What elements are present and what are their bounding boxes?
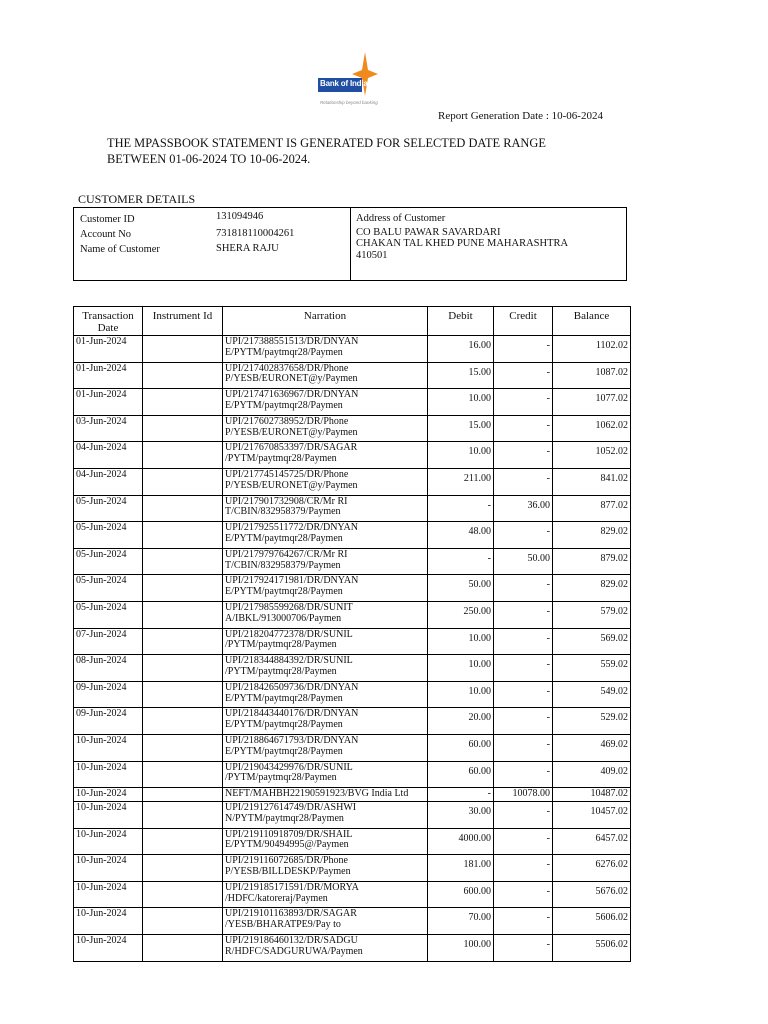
cell-date: 10-Jun-2024 [74, 881, 143, 908]
narration-line-1: UPI/219043429976/DR/SUNIL [225, 761, 353, 773]
table-row [74, 575, 631, 602]
cell-credit: - [494, 734, 553, 761]
narration-line-2: T/CBIN/832958379/Paymen [225, 506, 341, 518]
narration-line-1: UPI/219186460132/DR/SADGU [225, 935, 358, 947]
cell-credit: 36.00 [494, 495, 553, 522]
cell-narration [223, 522, 428, 549]
logo-wordmark-box [318, 78, 368, 92]
customer-name-label: Name of Customer [80, 244, 160, 255]
table-row [74, 415, 631, 442]
cell-instrument-id [143, 881, 223, 908]
cell-narration [223, 761, 428, 788]
cell-date: 05-Jun-2024 [74, 548, 143, 575]
narration-line-2: P/YESB/BILLDESKP/Paymen [225, 866, 351, 878]
narration-line-2: E/PYTM/paytmqr28/Paymen [225, 346, 343, 358]
table-row [74, 788, 631, 802]
cell-instrument-id [143, 601, 223, 628]
narration-line-2: /PYTM/paytmqr28/Paymen [225, 772, 337, 784]
cell-debit: 10.00 [428, 628, 494, 655]
narration-line-1: UPI/218344884392/DR/SUNIL [225, 655, 353, 667]
cell-credit: - [494, 828, 553, 855]
cell-date: 01-Jun-2024 [74, 336, 143, 363]
cell-balance: 6457.02 [553, 828, 631, 855]
cell-credit: - [494, 628, 553, 655]
report-generation-date: Report Generation Date : 10-06-2024 [438, 110, 603, 122]
cell-instrument-id [143, 681, 223, 708]
address-line-2: CHAKAN TAL KHED PUNE MAHARASHTRA [356, 238, 569, 249]
table-row [74, 655, 631, 682]
narration-line-2: T/CBIN/832958379/Paymen [225, 559, 341, 571]
cell-date: 09-Jun-2024 [74, 681, 143, 708]
cell-credit: - [494, 601, 553, 628]
cell-date: 10-Jun-2024 [74, 734, 143, 761]
table-row [74, 468, 631, 495]
cell-instrument-id [143, 415, 223, 442]
narration-line-2: /PYTM/paytmqr28/Paymen [225, 639, 337, 651]
cell-credit: 10078.00 [494, 788, 553, 802]
cell-debit: 4000.00 [428, 828, 494, 855]
account-no-value: 731818110004261 [216, 228, 295, 239]
statement-heading: THE MPASSBOOK STATEMENT IS GENERATED FOR SELECTED DATE RANGE BETWEEN 01-06-2024 TO 10-06-2024. [107, 136, 546, 166]
narration-line-1: UPI/218426509736/DR/DNYAN [225, 681, 359, 693]
narration-line-1: UPI/217925511772/DR/DNYAN [225, 522, 358, 534]
cell-credit: - [494, 468, 553, 495]
cell-balance: 1102.02 [553, 336, 631, 363]
cell-credit: - [494, 575, 553, 602]
narration-line-1: UPI/218204772378/DR/SUNIL [225, 628, 353, 640]
cell-date: 04-Jun-2024 [74, 442, 143, 469]
cell-date: 09-Jun-2024 [74, 708, 143, 735]
narration-line-2: E/PYTM/paytmqr28/Paymen [225, 532, 343, 544]
cell-balance: 6276.02 [553, 855, 631, 882]
header-narration: Narration [223, 307, 428, 336]
cell-instrument-id [143, 575, 223, 602]
cell-instrument-id [143, 548, 223, 575]
cell-instrument-id [143, 708, 223, 735]
cell-narration [223, 881, 428, 908]
cell-date: 10-Jun-2024 [74, 788, 143, 802]
cell-credit: - [494, 362, 553, 389]
narration-line-1: UPI/217402837658/DR/Phone [225, 362, 349, 374]
cell-instrument-id [143, 855, 223, 882]
cell-balance: 559.02 [553, 655, 631, 682]
table-row [74, 442, 631, 469]
logo-wordmark: Bank of India [320, 79, 368, 88]
cell-balance: 1087.02 [553, 362, 631, 389]
narration-line-1: UPI/217388551513/DR/DNYAN [225, 336, 359, 347]
customer-details-title: CUSTOMER DETAILS [78, 192, 196, 206]
cell-credit: - [494, 389, 553, 416]
cell-balance: 1062.02 [553, 415, 631, 442]
cell-debit: 15.00 [428, 362, 494, 389]
customer-id-label: Customer ID [80, 214, 135, 225]
cell-debit: - [428, 788, 494, 802]
cell-debit: 600.00 [428, 881, 494, 908]
cell-date: 05-Jun-2024 [74, 575, 143, 602]
narration-line-1: UPI/219110918709/DR/SHAIL [225, 828, 353, 840]
header-transaction-date: Transaction Date [74, 307, 143, 336]
narration-line-1: UPI/217745145725/DR/Phone [225, 468, 349, 480]
cell-instrument-id [143, 935, 223, 962]
cell-instrument-id [143, 442, 223, 469]
cell-credit: - [494, 708, 553, 735]
cell-instrument-id [143, 389, 223, 416]
cell-debit: 50.00 [428, 575, 494, 602]
account-no-row [80, 228, 294, 239]
cell-balance: 409.02 [553, 761, 631, 788]
transactions-body [74, 336, 631, 962]
cell-debit: 10.00 [428, 681, 494, 708]
table-header-row [74, 307, 631, 336]
cell-balance: 1052.02 [553, 442, 631, 469]
narration-line-2: E/PYTM/paytmqr28/Paymen [225, 692, 343, 704]
cell-balance: 549.02 [553, 681, 631, 708]
cell-credit: - [494, 855, 553, 882]
cell-balance: 829.02 [553, 575, 631, 602]
cell-date: 03-Jun-2024 [74, 415, 143, 442]
customer-details-box [73, 207, 627, 281]
cell-narration [223, 415, 428, 442]
cell-narration [223, 362, 428, 389]
table-row [74, 336, 631, 363]
cell-date: 05-Jun-2024 [74, 495, 143, 522]
cell-balance: 5606.02 [553, 908, 631, 935]
cell-instrument-id [143, 522, 223, 549]
cell-instrument-id [143, 468, 223, 495]
cell-narration [223, 708, 428, 735]
address-line-3: 410501 [356, 249, 388, 261]
table-row [74, 628, 631, 655]
cell-date: 10-Jun-2024 [74, 761, 143, 788]
cell-debit: 70.00 [428, 908, 494, 935]
cell-date: 10-Jun-2024 [74, 828, 143, 855]
narration-line-2: A/IBKL/913000706/Paymen [225, 612, 342, 624]
cell-date: 10-Jun-2024 [74, 935, 143, 962]
cell-narration [223, 935, 428, 962]
cell-debit: 60.00 [428, 734, 494, 761]
cell-narration [223, 855, 428, 882]
header-credit: Credit [494, 307, 553, 336]
table-row [74, 881, 631, 908]
cell-credit: - [494, 336, 553, 363]
cell-balance: 877.02 [553, 495, 631, 522]
cell-date: 10-Jun-2024 [74, 908, 143, 935]
table-row [74, 522, 631, 549]
cell-debit: - [428, 548, 494, 575]
cell-credit: - [494, 655, 553, 682]
cell-instrument-id [143, 802, 223, 829]
cell-narration [223, 442, 428, 469]
table-row [74, 734, 631, 761]
cell-credit: - [494, 935, 553, 962]
cell-date: 07-Jun-2024 [74, 628, 143, 655]
cell-debit: 100.00 [428, 935, 494, 962]
table-row [74, 495, 631, 522]
cell-balance: 529.02 [553, 708, 631, 735]
narration-line-1: UPI/219116072685/DR/Phone [225, 855, 348, 867]
cell-debit: 48.00 [428, 522, 494, 549]
narration-line-1: NEFT/MAHBH22190591923/BVG India Ltd [225, 788, 409, 800]
narration-line-2: E/PYTM/paytmqr28/Paymen [225, 745, 343, 757]
cell-instrument-id [143, 734, 223, 761]
header-debit: Debit [428, 307, 494, 336]
cell-narration [223, 495, 428, 522]
cell-instrument-id [143, 908, 223, 935]
narration-line-2: /PYTM/paytmqr28/Paymen [225, 453, 337, 465]
table-row [74, 908, 631, 935]
cell-date: 05-Jun-2024 [74, 522, 143, 549]
customer-address-panel [356, 213, 568, 261]
cell-instrument-id [143, 336, 223, 363]
table-row [74, 935, 631, 962]
cell-debit: 181.00 [428, 855, 494, 882]
narration-line-2: R/HDFC/SADGURUWA/Paymen [225, 945, 363, 957]
narration-line-1: UPI/217985599268/DR/SUNIT [225, 601, 353, 613]
cell-balance: 569.02 [553, 628, 631, 655]
cell-debit: 20.00 [428, 708, 494, 735]
cell-instrument-id [143, 788, 223, 802]
cell-narration [223, 548, 428, 575]
cell-date: 05-Jun-2024 [74, 601, 143, 628]
table-row [74, 601, 631, 628]
narration-line-1: UPI/217901732908/CR/Mr RI [225, 495, 348, 507]
cell-date: 10-Jun-2024 [74, 802, 143, 829]
customer-name-value: SHERA RAJU [216, 243, 279, 254]
logo-tagline: Relationship beyond banking [320, 100, 378, 105]
narration-line-2: E/PYTM/paytmqr28/Paymen [225, 399, 343, 411]
cell-narration [223, 734, 428, 761]
cell-debit: 250.00 [428, 601, 494, 628]
cell-narration [223, 908, 428, 935]
cell-credit: - [494, 522, 553, 549]
table-row [74, 389, 631, 416]
cell-balance: 1077.02 [553, 389, 631, 416]
cell-debit: 211.00 [428, 468, 494, 495]
header-balance: Balance [553, 307, 631, 336]
narration-line-2: E/PYTM/paytmqr28/Paymen [225, 719, 343, 731]
cell-date: 01-Jun-2024 [74, 389, 143, 416]
cell-instrument-id [143, 761, 223, 788]
customer-id-value: 131094946 [216, 211, 264, 222]
narration-line-2: /HDFC/katoreraj/Paymen [225, 892, 328, 904]
cell-balance: 10457.02 [553, 802, 631, 829]
table-row [74, 761, 631, 788]
cell-debit: 30.00 [428, 802, 494, 829]
cell-date: 08-Jun-2024 [74, 655, 143, 682]
cell-debit: 60.00 [428, 761, 494, 788]
narration-line-1: UPI/219185171591/DR/MORYA [225, 881, 359, 893]
cell-narration [223, 681, 428, 708]
cell-narration [223, 389, 428, 416]
table-row [74, 548, 631, 575]
cell-date: 04-Jun-2024 [74, 468, 143, 495]
cell-date: 01-Jun-2024 [74, 362, 143, 389]
cell-debit: 10.00 [428, 655, 494, 682]
cell-credit: - [494, 908, 553, 935]
header-instrument-id: Instrument Id [143, 307, 223, 336]
cell-narration [223, 828, 428, 855]
table-row [74, 855, 631, 882]
table-row [74, 802, 631, 829]
narration-line-1: UPI/217924171981/DR/DNYAN [225, 575, 359, 587]
cell-debit: 16.00 [428, 336, 494, 363]
cell-credit: - [494, 415, 553, 442]
cell-credit: 50.00 [494, 548, 553, 575]
narration-line-2: P/YESB/EURONET@y/Paymen [225, 373, 358, 385]
customer-info-panel [74, 208, 351, 280]
cell-instrument-id [143, 828, 223, 855]
cell-instrument-id [143, 495, 223, 522]
narration-line-1: UPI/219127614749/DR/ASHWI [225, 802, 357, 814]
narration-line-1: UPI/217602738952/DR/Phone [225, 415, 349, 427]
cell-narration [223, 802, 428, 829]
customer-name-row [80, 243, 279, 254]
cell-balance: 5676.02 [553, 881, 631, 908]
table-row [74, 828, 631, 855]
cell-credit: - [494, 802, 553, 829]
cell-credit: - [494, 681, 553, 708]
table-row [74, 681, 631, 708]
narration-line-2: N/PYTM/paytmqr28/Paymen [225, 812, 344, 824]
narration-line-1: UPI/217670853397/DR/SAGAR [225, 442, 358, 454]
cell-debit: 15.00 [428, 415, 494, 442]
customer-id-row [80, 211, 264, 225]
cell-balance: 469.02 [553, 734, 631, 761]
narration-line-2: P/YESB/EURONET@y/Paymen [225, 479, 358, 491]
cell-instrument-id [143, 628, 223, 655]
narration-line-2: P/YESB/EURONET@y/Paymen [225, 426, 358, 438]
bank-logo [318, 52, 382, 110]
address-label: Address of Customer [356, 213, 446, 224]
cell-balance: 5506.02 [553, 935, 631, 962]
cell-credit: - [494, 881, 553, 908]
cell-credit: - [494, 761, 553, 788]
cell-debit: - [428, 495, 494, 522]
cell-balance: 829.02 [553, 522, 631, 549]
account-no-label: Account No [80, 229, 132, 240]
cell-balance: 879.02 [553, 548, 631, 575]
cell-narration [223, 788, 428, 802]
cell-balance: 10487.02 [553, 788, 631, 802]
cell-balance: 841.02 [553, 468, 631, 495]
cell-narration [223, 468, 428, 495]
narration-line-2: /PYTM/paytmqr28/Paymen [225, 665, 337, 677]
narration-line-2: E/PYTM/paytmqr28/Paymen [225, 586, 343, 598]
cell-debit: 10.00 [428, 442, 494, 469]
transactions-table [73, 306, 631, 962]
narration-line-1: UPI/217979764267/CR/Mr RI [225, 548, 348, 560]
cell-narration [223, 655, 428, 682]
narration-line-1: UPI/219101163893/DR/SAGAR [225, 908, 357, 920]
cell-instrument-id [143, 362, 223, 389]
cell-narration [223, 575, 428, 602]
cell-narration [223, 628, 428, 655]
cell-debit: 10.00 [428, 389, 494, 416]
table-row [74, 362, 631, 389]
narration-line-1: UPI/217471636967/DR/DNYAN [225, 389, 359, 401]
cell-narration [223, 601, 428, 628]
table-row [74, 708, 631, 735]
cell-date: 10-Jun-2024 [74, 855, 143, 882]
cell-credit: - [494, 442, 553, 469]
cell-narration [223, 336, 428, 363]
cell-balance: 579.02 [553, 601, 631, 628]
narration-line-1: UPI/218443440176/DR/DNYAN [225, 708, 359, 720]
address-line-1: CO BALU PAWAR SAVARDARI [356, 226, 501, 238]
cell-instrument-id [143, 655, 223, 682]
narration-line-2: E/PYTM/90494995@/Paymen [225, 839, 349, 851]
narration-line-1: UPI/218864671793/DR/DNYAN [225, 734, 359, 746]
narration-line-2: /YESB/BHARATPE9/Pay to [225, 919, 341, 931]
